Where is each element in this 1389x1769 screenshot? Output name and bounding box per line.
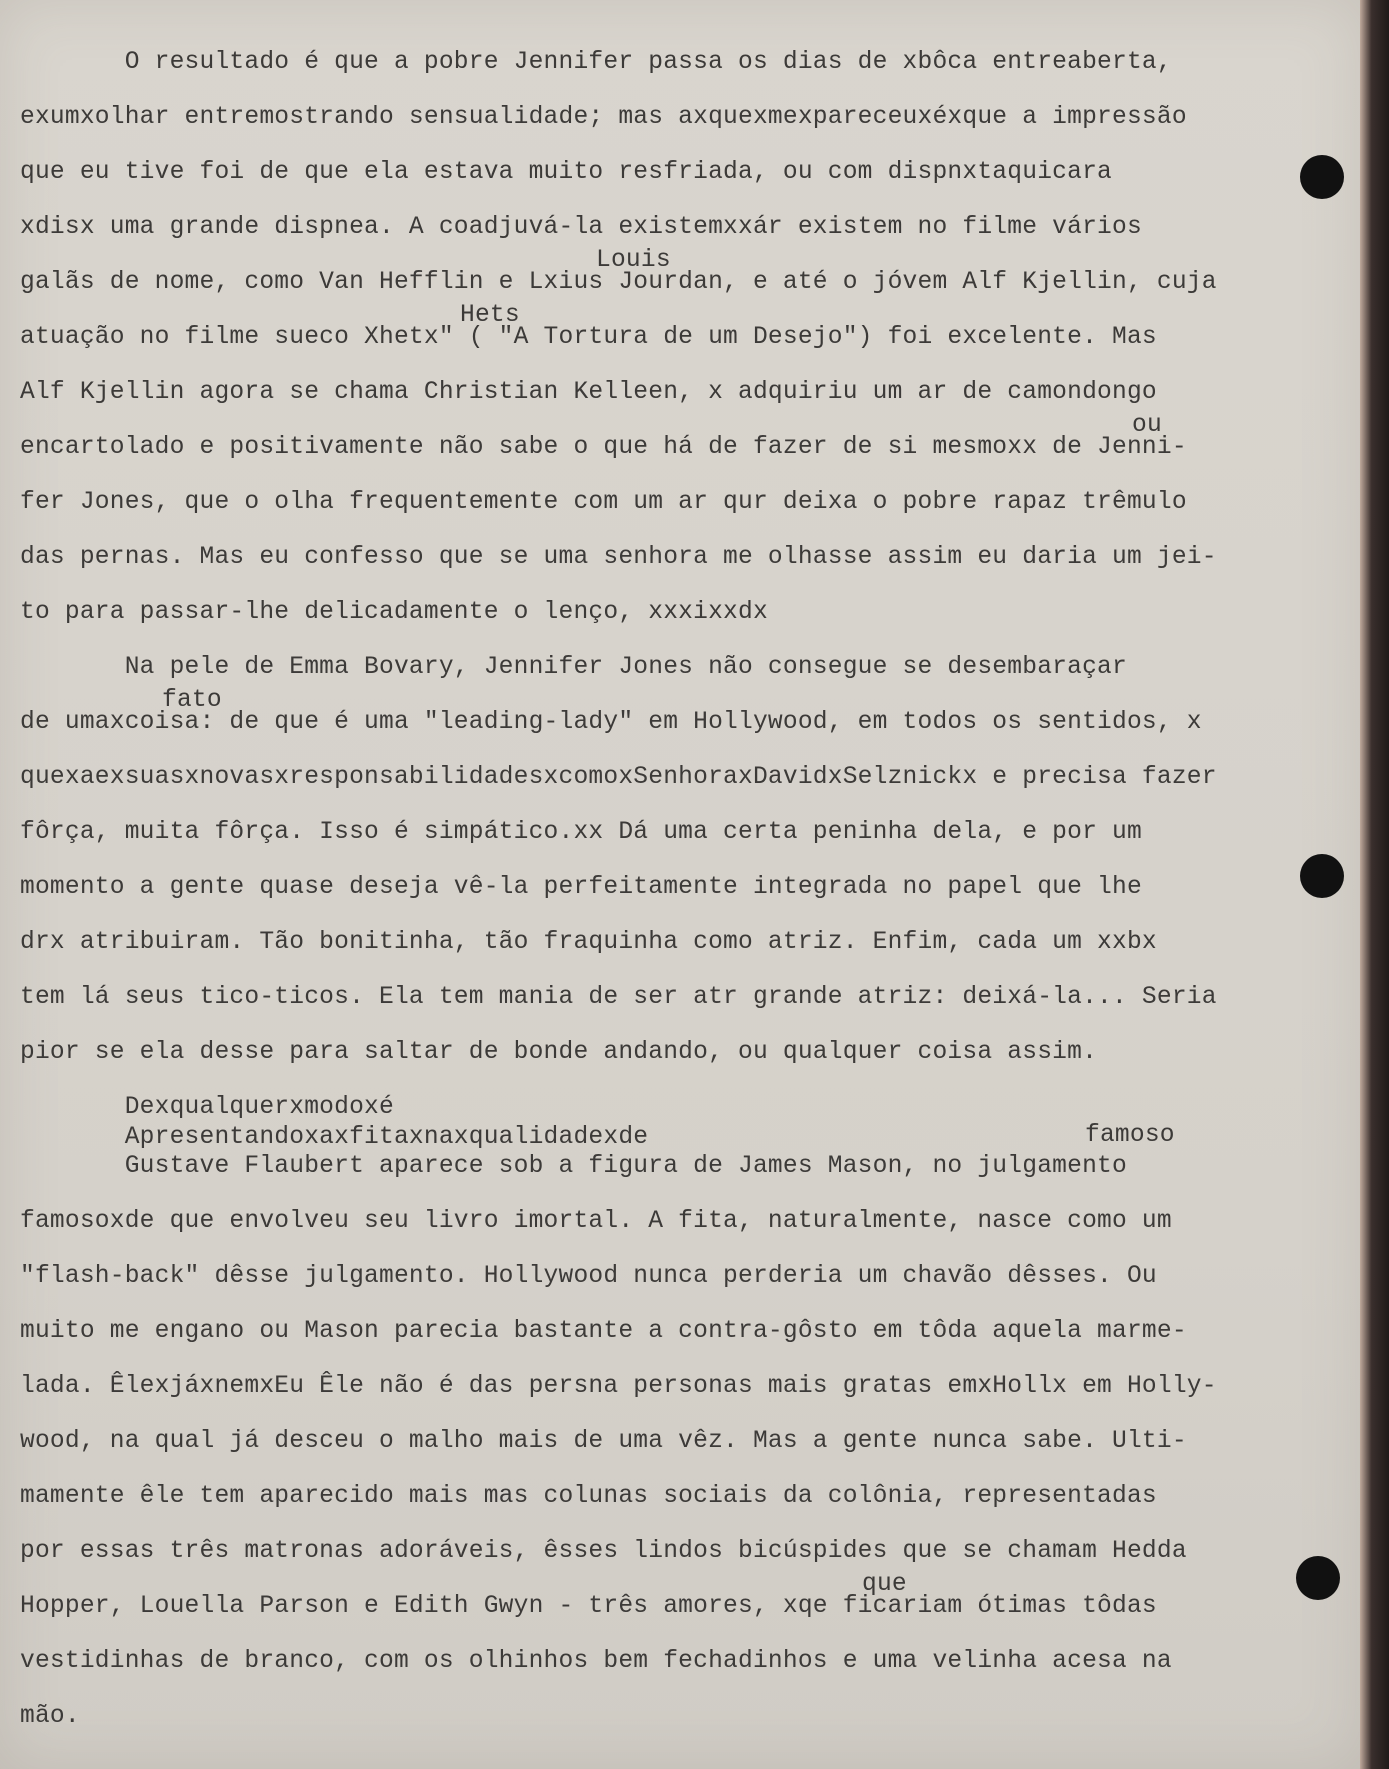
text-line: de umaxcoisa: de que é uma "leading-lady" em Hollywood, em todos os sentidos, x — [20, 709, 1202, 736]
interlinear-insert: Hets — [460, 302, 520, 329]
text-line: momento a gente quase deseja vê-la perfeitamente integrada no papel que lhe — [20, 874, 1142, 901]
text-line: famosoxde que envolveu seu livro imortal. A fita, naturalmente, nasce como um — [20, 1208, 1172, 1235]
text-line: fôrça, muita fôrça. Isso é simpático.xx Dá uma certa peninha dela, e por um — [20, 819, 1142, 846]
text-line: to para passar-lhe delicadamente o lenço, xxxixxdx — [20, 599, 768, 626]
text-line: lada. ÊlexjáxnemxEu Êle não é das persna personas mais gratas emxHollx em Holly- — [20, 1373, 1217, 1400]
binder-hole-top — [1300, 155, 1344, 199]
text-line: exumxolhar entremostrando sensualidade; mas axquexmexpareceuxéxque a impressão — [20, 104, 1187, 131]
interlinear-insert: ou — [1132, 412, 1162, 439]
struck-text-line: Apresentandoxaxfitaxnaxqualidadexde — [20, 1124, 649, 1151]
text-line: encartolado e positivamente não sabe o que há de fazer de si mesmoxx de Jenni- — [20, 434, 1187, 461]
text-line: quexaexsuasxnovasxresponsabilidadesxcomoxSenhoraxDavidxSelznickx e precisa fazer — [20, 764, 1217, 791]
interlinear-insert: famoso — [1085, 1122, 1175, 1149]
text-line: por essas três matronas adoráveis, êsses lindos bicúspides que se chamam Hedda — [20, 1538, 1187, 1565]
text-line: muito me engano ou Mason parecia bastante a contra-gôsto em tôda aquela marme- — [20, 1318, 1187, 1345]
text-line: xdisx uma grande dispnea. A coadjuvá-la existemxxár existem no filme vários — [20, 214, 1142, 241]
text-line: drx atribuiram. Tão bonitinha, tão fraquinha como atriz. Enfim, cada um xxbx — [20, 929, 1157, 956]
text-line: mamente êle tem aparecido mais mas colunas sociais da colônia, representadas — [20, 1483, 1157, 1510]
struck-text-line: Dexqualquerxmodoxé — [20, 1094, 394, 1121]
interlinear-insert: que — [862, 1571, 907, 1598]
interlinear-insert: Louis — [596, 247, 671, 274]
text-line: vestidinhas de branco, com os olhinhos bem fechadinhos e uma velinha acesa na — [20, 1648, 1172, 1675]
text-line: Na pele de Emma Bovary, Jennifer Jones não consegue se desembaraçar — [20, 654, 1127, 681]
text-line: Hopper, Louella Parson e Edith Gwyn - três amores, xqe ficariam ótimas tôdas — [20, 1593, 1157, 1620]
text-line: "flash-back" dêsse julgamento. Hollywood nunca perderia um chavão dêsses. Ou — [20, 1263, 1157, 1290]
text-line: que eu tive foi de que ela estava muito resfriada, ou com dispnxtaquicara — [20, 159, 1112, 186]
text-line: tem lá seus tico-ticos. Ela tem mania de ser atr grande atriz: deixá-la... Seria — [20, 984, 1217, 1011]
text-line: O resultado é que a pobre Jennifer passa os dias de xbôca entreaberta, — [20, 49, 1172, 76]
text-line: pior se ela desse para saltar de bonde andando, ou qualquer coisa assim. — [20, 1039, 1098, 1066]
text-line: wood, na qual já desceu o malho mais de uma vêz. Mas a gente nunca sabe. Ulti- — [20, 1428, 1187, 1455]
binder-hole-middle — [1300, 854, 1344, 898]
text-line: Alf Kjellin agora se chama Christian Kelleen, x adquiriu um ar de camondongo — [20, 379, 1157, 406]
text-line: fer Jones, que o olha frequentemente com um ar qur deixa o pobre rapaz trêmulo — [20, 489, 1187, 516]
text-line: galãs de nome, como Van Hefflin e Lxius Jourdan, e até o jóvem Alf Kjellin, cuja — [20, 269, 1217, 296]
text-line: atuação no filme sueco Xhetx" ( "A Tortura de um Desejo") foi excelente. Mas — [20, 324, 1157, 351]
text-line: Gustave Flaubert aparece sob a figura de James Mason, no julgamento — [20, 1153, 1127, 1180]
text-line: mão. — [20, 1703, 80, 1730]
text-line: das pernas. Mas eu confesso que se uma senhora me olhasse assim eu daria um jei- — [20, 544, 1217, 571]
page-edge-binding — [1360, 0, 1389, 1769]
interlinear-insert: fato — [162, 687, 222, 714]
binder-hole-bottom — [1296, 1556, 1340, 1600]
